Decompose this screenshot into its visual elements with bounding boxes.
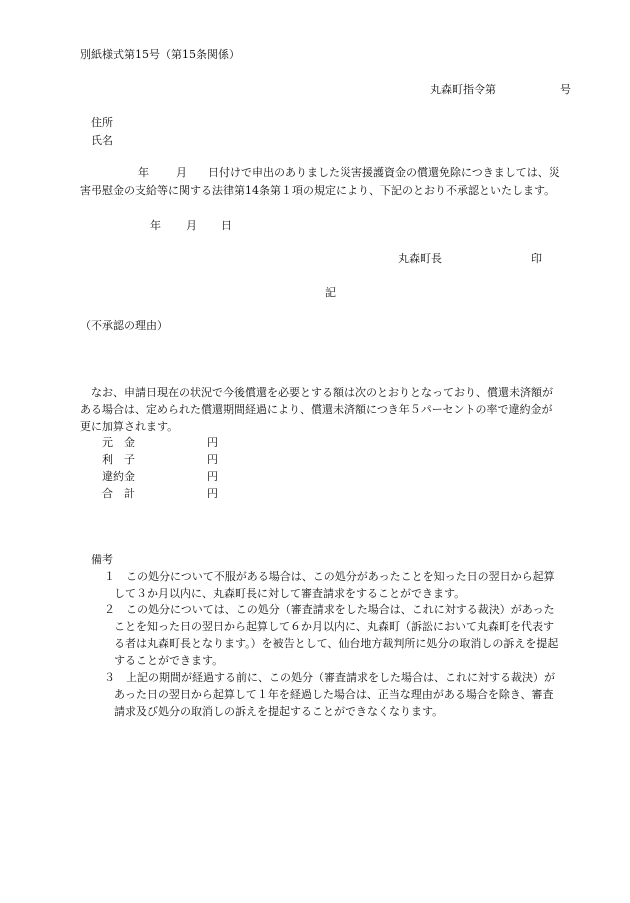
amount-row (102, 437, 135, 448)
mayor-title: 丸森町長 (398, 252, 442, 265)
body-line1: 日付けで申出のありました災害援護資金の償還免除につきましては、災 (208, 166, 560, 179)
date-month: 月 (186, 219, 197, 232)
remark-line: る者は丸森町長となります。）を被告として、仙台地方裁判所に処分の取消しの訴えを提起 (114, 637, 559, 650)
ki-heading: 記 (325, 286, 336, 299)
doc-number-prefix: 丸森町指令第 (430, 83, 496, 96)
remark-line: することができます。 (114, 654, 224, 667)
amount-row (102, 488, 135, 499)
remark-line: 請求及び処分の取消しの訴えを提起することができなくなります。 (114, 705, 444, 718)
body-line2: 害弔慰金の支給等に関する法律第14条第１項の規定により、下記のとおり不承認といたします。 (80, 184, 556, 197)
body-year: 年 (138, 166, 149, 179)
remark-number: １ (104, 570, 115, 583)
reason-label: （不承認の理由） (80, 319, 168, 332)
remark-line: この処分については、この処分（審査請求をした場合は、これに対する裁決）があった (126, 603, 555, 616)
repayment-line2: ある場合は、定められた償還期間経過により、償還未済額につき年５パーセントの率で違約金が (80, 403, 553, 416)
repayment-line1: なお、申請日現在の状況で今後償還を必要とする額は次のとおりとなっており、償還未済額が (91, 386, 553, 399)
date-day: 日 (221, 219, 232, 232)
amount-label: 元 金 (102, 436, 135, 449)
amount-unit: 円 (207, 436, 218, 449)
amount-label: 利 子 (102, 453, 135, 466)
amount-unit: 円 (207, 453, 218, 466)
date-year: 年 (150, 219, 161, 232)
remark-number: ２ (104, 603, 115, 616)
body-month: 月 (176, 166, 187, 179)
amount-row (102, 471, 135, 482)
remark-line: 上記の期間が経過する前に、この処分（審査請求をした場合は、これに対する裁決）が (126, 671, 555, 684)
name-label: 氏名 (91, 134, 113, 147)
remarks-title: 備考 (91, 553, 113, 566)
amount-unit: 円 (207, 470, 218, 483)
address-label: 住所 (91, 116, 113, 129)
remark-line: この処分について不服がある場合は、この処分があったことを知った日の翌日から起算 (126, 570, 555, 583)
remark-number: ３ (104, 671, 115, 684)
amount-unit: 円 (207, 487, 218, 500)
repayment-line3: 更に加算されます。 (80, 420, 179, 433)
amount-row (102, 454, 135, 465)
doc-number-suffix: 号 (560, 83, 571, 96)
remark-line: ことを知った日の翌日から起算して６か月以内に、丸森町（訴訟において丸森町を代表す (114, 620, 554, 633)
remark-line: あった日の翌日から起算して１年を経過した場合は、正当な理由がある場合を除き、審査 (114, 688, 554, 701)
remark-line: して３か月以内に、丸森町長に対して審査請求をすることができます。 (114, 587, 466, 600)
form-label: 別紙様式第15号（第15条関係） (80, 48, 240, 61)
amount-label: 違約金 (102, 470, 135, 483)
amount-label: 合 計 (102, 487, 135, 500)
seal-mark: 印 (531, 252, 542, 265)
